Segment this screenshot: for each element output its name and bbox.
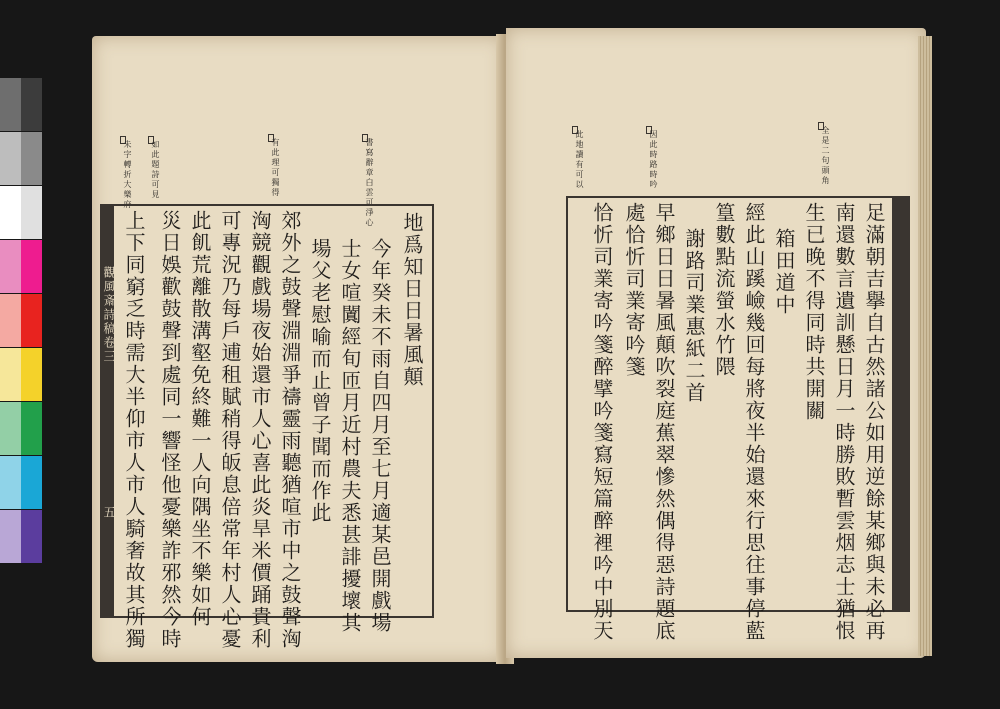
- headnote-text: 全是二句頭角: [821, 126, 830, 186]
- headnote: [148, 136, 160, 200]
- text-column: 篁數點流螢水竹隈: [712, 202, 736, 378]
- headnote: [120, 136, 132, 210]
- text-column: 箱田道中: [772, 228, 796, 316]
- text-column: 郊外之鼓聲淵淵爭禱靈雨聽猶喧市中之鼓聲洶: [278, 210, 302, 650]
- headnote-text: 如此題詩可見: [151, 140, 160, 200]
- headnote: [818, 122, 830, 186]
- color-chip: [0, 186, 21, 239]
- color-chip: [0, 510, 21, 563]
- text-column: 上下同窮乏時需大半仰市人市人騎奢故其所獨: [122, 210, 146, 650]
- color-chip: [0, 348, 21, 401]
- color-chip: [21, 240, 42, 293]
- text-column: 此飢荒離散溝壑免終難一人向隅坐不樂如何: [188, 210, 212, 628]
- color-chip: [21, 132, 42, 185]
- right-page: [506, 28, 926, 658]
- left-page: [92, 36, 504, 662]
- color-chip: [21, 348, 42, 401]
- text-frame: [566, 196, 910, 642]
- color-chip: [0, 240, 21, 293]
- headnote-text: 有此理可獨得: [271, 138, 280, 198]
- color-chip: [21, 402, 42, 455]
- headnote-text: 此地讀有可以: [575, 130, 584, 190]
- text-column: 可專況乃每戶逋租賦稍得皈息倍常年村人心憂: [218, 210, 242, 650]
- text-column: 恰忻司業寄吟箋醉擘吟箋寫短篇醉裡吟中別天: [590, 202, 614, 642]
- page-number: 五: [102, 506, 116, 520]
- text-column: 足滿朝吉擧自古然諸公如用逆餘某鄉與未必再: [862, 202, 886, 642]
- color-chip: [21, 510, 42, 563]
- text-column: 今年癸未不雨自四月至七月適某邑開戲場: [368, 238, 392, 634]
- color-chip: [21, 294, 42, 347]
- text-column: 處恰忻司業寄吟箋: [622, 202, 646, 378]
- color-calibration-strip: [0, 78, 42, 568]
- text-column: 地爲知日日暑風顛: [400, 212, 424, 388]
- headnote-text: 書寫辭章白雲可淨心: [365, 138, 374, 228]
- color-chip: [0, 402, 21, 455]
- color-chip: [21, 456, 42, 509]
- text-column: 生已晚不得同時共開關: [802, 202, 826, 422]
- text-column: 場父老慰喻而止曾子聞而作此: [308, 238, 332, 524]
- color-chip: [21, 186, 42, 239]
- color-chip: [0, 294, 21, 347]
- page-edges: [918, 36, 932, 656]
- headnote: [268, 134, 280, 198]
- headnote: [362, 134, 374, 228]
- color-chip: [0, 456, 21, 509]
- text-column: 南還數言遺訓懸日月一時勝敗暫雲烟志士猶恨: [832, 202, 856, 642]
- open-book: [92, 28, 932, 668]
- headnote: [646, 126, 658, 190]
- color-chip: [21, 78, 42, 131]
- text-column: 謝路司業惠紙二首: [682, 228, 706, 404]
- headnote-text: 因此時路時吟: [649, 130, 658, 190]
- text-column: 士女喧闐經旬匝月近村農夫悉甚誹擾壞其: [338, 238, 362, 634]
- text-column: 早鄉日日暑風顛吹裂庭蕉翠慘然偶得惡詩題底: [652, 202, 676, 642]
- fore-edge-band: [892, 196, 910, 610]
- text-column: 經此山蹊嶮幾回每將夜半始還來行思往事停藍: [742, 202, 766, 642]
- color-chip: [0, 78, 21, 131]
- text-column: 洶競觀戲場夜始還市人心喜此炎旱米價踊貴利: [248, 210, 272, 650]
- headnote-text: 朱字轉折大樂府: [123, 140, 132, 210]
- margin-title: 觀風斎詩稿卷三: [102, 266, 116, 364]
- headnote: [572, 126, 584, 190]
- text-column: 災日娛歡鼓聲到處同一響怪他憂樂詐邪然今時: [158, 210, 182, 650]
- color-chip: [0, 132, 21, 185]
- text-frame: [100, 204, 434, 650]
